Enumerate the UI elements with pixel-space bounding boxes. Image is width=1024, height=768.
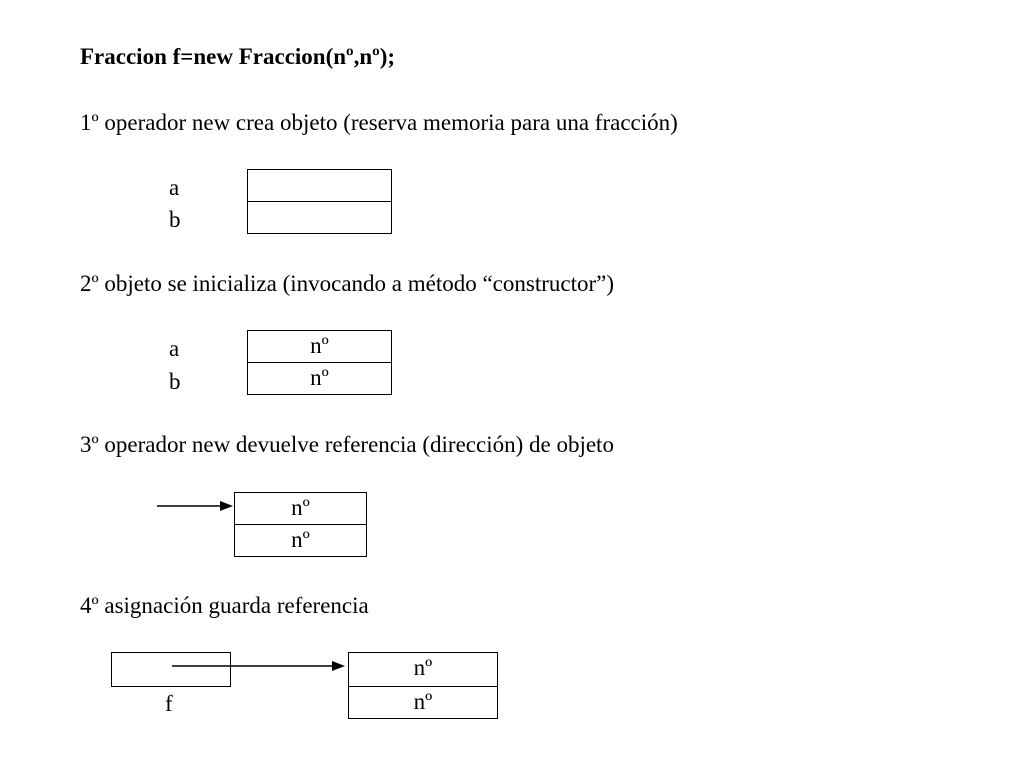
step-4-text: 4º asignación guarda referencia bbox=[80, 593, 369, 618]
step-4-object-field-2: nº bbox=[348, 686, 498, 719]
step-2-text: 2º objeto se inicializa (invocando a método “constructor”) bbox=[80, 271, 615, 296]
step-2-field-a: nº bbox=[247, 330, 392, 363]
step-4-variable-f-label: f bbox=[165, 691, 173, 716]
step-2-label-b: b bbox=[169, 369, 181, 394]
step-1-label-b: b bbox=[169, 207, 181, 232]
step-3-object-field-1: nº bbox=[234, 492, 367, 525]
step-3-text: 3º operador new devuelve referencia (dirección) de objeto bbox=[80, 432, 614, 457]
step-4-object-field-1: nº bbox=[348, 652, 498, 687]
step-2-field-b: nº bbox=[247, 362, 392, 395]
step-1-label-a: a bbox=[169, 175, 180, 200]
code-title: Fraccion f=new Fraccion(nº,nº); bbox=[80, 44, 396, 69]
step-1-text: 1º operador new crea objeto (reserva memoria para una fracción) bbox=[80, 110, 678, 135]
step-2-label-a: a bbox=[169, 336, 180, 361]
step-3-object-field-2: nº bbox=[234, 524, 367, 557]
